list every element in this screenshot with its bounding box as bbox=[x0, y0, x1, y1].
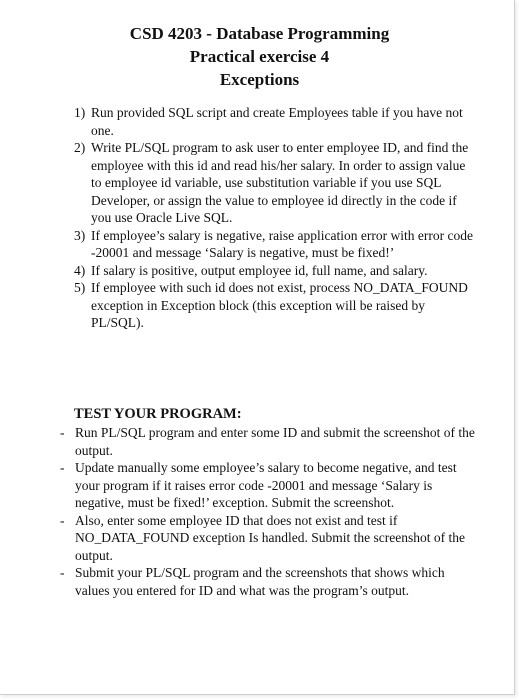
task-number: 2) bbox=[74, 140, 86, 155]
task-list bbox=[74, 104, 474, 332]
task-item-2 bbox=[74, 139, 474, 227]
test-heading: TEST YOUR PROGRAM: bbox=[74, 406, 242, 422]
test-dash: - bbox=[60, 425, 65, 440]
task-number: 4) bbox=[74, 262, 86, 278]
topic-title: Exceptions bbox=[219, 70, 300, 89]
test-item-1 bbox=[60, 424, 480, 459]
test-text: Run PL/SQL program and enter some ID and submit the screenshot of the output. bbox=[75, 425, 475, 458]
task-text: Write PL/SQL program to ask user to enter employee ID, and find the employee with this id and read his/her salary. In order to assign value to employee id variable, use substitution variable if you use SQL Developer, or assign the value to employee id directly in the code if you use Oracle Live SQL. bbox=[91, 140, 469, 225]
test-text: Update manually some employee’s salary to become negative, and test your program if it raises error code -20001 and message ‘Salary is negative, must be fixed!’ exception. Submit the screenshot. bbox=[75, 460, 457, 510]
test-item-3 bbox=[60, 512, 480, 565]
task-text: If employee’s salary is negative, raise application error with error code -20001 and message ‘Salary is negative, must be fixed!’ bbox=[91, 227, 473, 260]
test-dash: - bbox=[60, 565, 65, 580]
test-text: Submit your PL/SQL program and the screenshots that shows which values you entered for ID and what was the program’s output. bbox=[75, 565, 445, 598]
test-dash: - bbox=[60, 512, 65, 528]
task-item-3 bbox=[74, 227, 474, 262]
task-item-4 bbox=[74, 262, 474, 280]
task-text: If employee with such id does not exist, process NO_DATA_FOUND exception in Exception block (this exception will be raised by PL/SQL). bbox=[91, 280, 468, 330]
task-text: Run provided SQL script and create Employees table if you have not one. bbox=[91, 105, 463, 138]
task-item-1 bbox=[74, 104, 474, 139]
test-item-4 bbox=[60, 564, 480, 599]
task-number: 5) bbox=[74, 280, 86, 295]
test-dash: - bbox=[60, 460, 65, 475]
test-text: Also, enter some employee ID that does not exist and test if NO_DATA_FOUND exception Is handled. Submit the screenshot of the output. bbox=[75, 512, 465, 563]
task-item-5 bbox=[74, 279, 474, 332]
document-title bbox=[0, 22, 519, 91]
task-number: 3) bbox=[74, 227, 86, 243]
exercise-title: Practical exercise 4 bbox=[189, 47, 330, 66]
task-text: If salary is positive, output employee id, full name, and salary. bbox=[91, 262, 428, 278]
task-number: 1) bbox=[74, 105, 86, 120]
course-title: CSD 4203 - Database Programming bbox=[129, 24, 390, 43]
test-list bbox=[60, 424, 480, 599]
test-item-2 bbox=[60, 459, 480, 512]
